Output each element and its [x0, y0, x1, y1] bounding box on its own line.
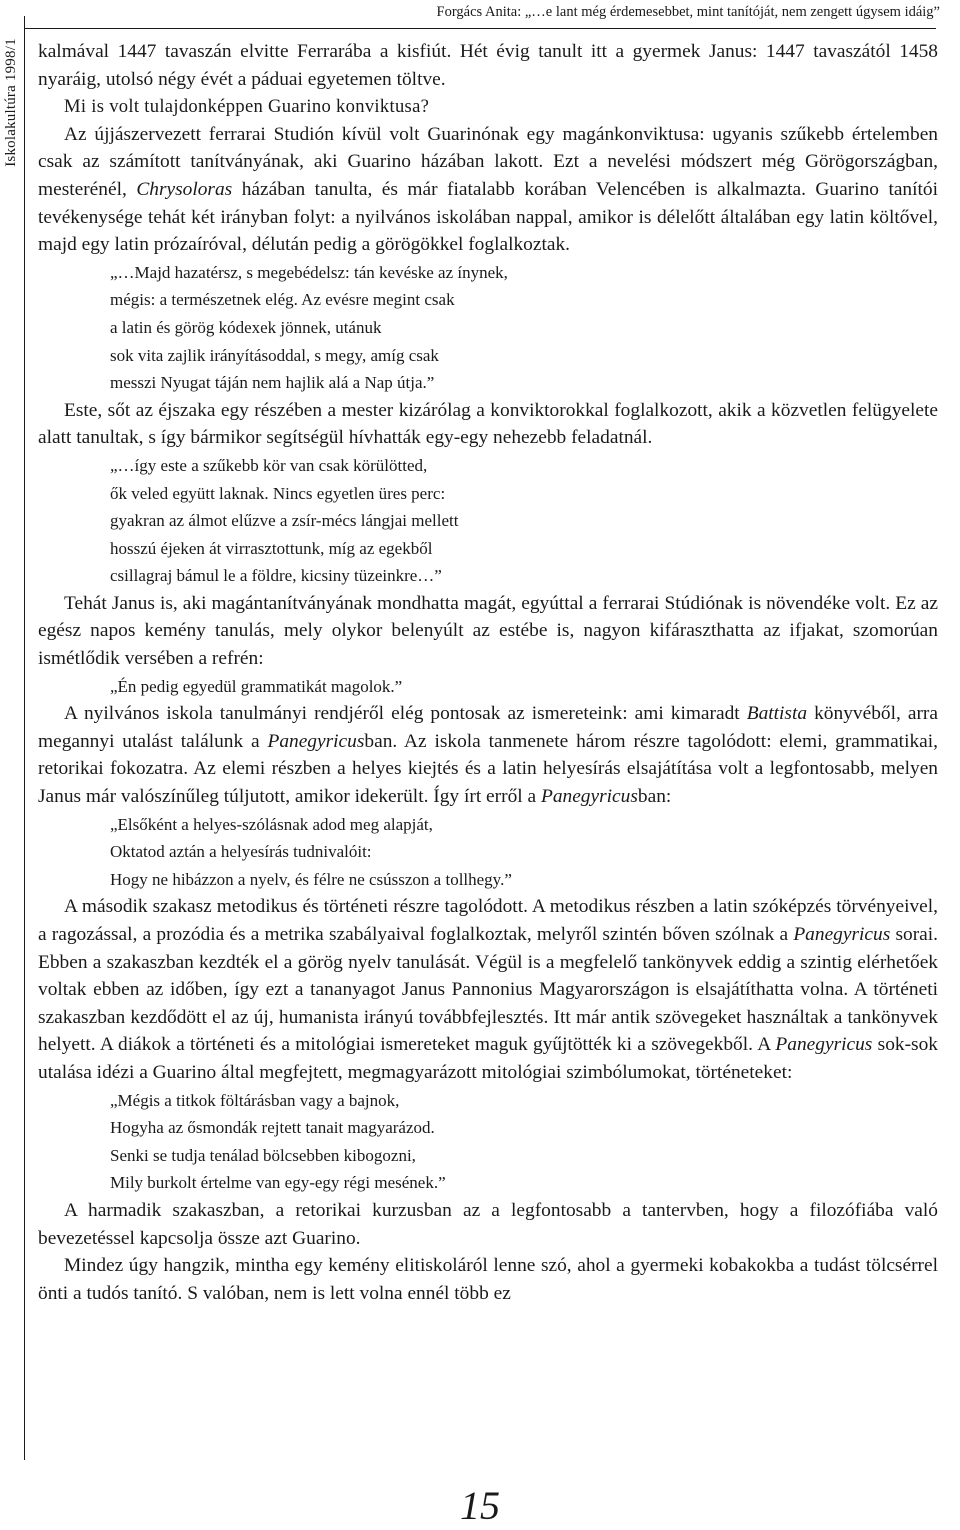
- verse-line: mégis: a természetnek elég. Az evésre megint csak: [110, 290, 455, 310]
- running-header: Forgács Anita: „…e lant még érdemesebbet, mint tanítóját, nem zengett úgysem idáig”: [436, 4, 940, 20]
- verse-quote: [38, 1087, 938, 1197]
- verse-line: „…így este a szűkebb kör van csak körülötted,: [110, 455, 428, 475]
- verse-line: „Elsőként a helyes-szólásnak adod meg alapját,: [110, 814, 433, 834]
- paragraph: Tehát Janus is, aki magántanítványának mondhatta magát, egyúttal a ferrarai Stúdiónak is növendéke volt. Ez az egész napos kemény tanulás, mely olykor belenyúlt az estébe is, nagyon kifáraszthatta az ifjakat, szomorúan ismétlődik versében a refrén:: [38, 592, 938, 670]
- paragraph: kalmával 1447 tavaszán elvitte Ferrarába a kisfiút. Hét évig tanult itt a gyermek Janus: 1447 tavaszától 1458 nyaráig, utolsó négy évét a páduai egyetemen töltve.: [38, 41, 938, 90]
- verse-quote: [38, 452, 938, 590]
- verse-line: Hogy ne hibázzon a nyelv, és félre ne csússzon a tollhegy.”: [110, 869, 512, 889]
- paragraph: Este, sőt az éjszaka egy részében a mester kizárólag a konviktorokkal foglalkozott, akik a közvetlen felügyelete alatt tanultak, s így bármikor segítségül hívhatták egy-egy nehezebb feladatnál.: [38, 399, 938, 449]
- section-question: Mi is volt tulajdonképpen Guarino konviktusa?: [64, 96, 430, 118]
- journal-side-label: Iskolakultúra 1998/1: [2, 37, 19, 167]
- paragraph: A nyilvános iskola tanulmányi rendjéről elég pontosak az ismereteink: ami kimaradt Battista könyvéből, arra megannyi utalást találunk a Panegyricusban. Az iskola tanmenete három részre tagolódott: elemi, grammatikai, retorikai fokozatra. Az elemi részben a helyes kiejtés és a latin helyesírás elsajátítása volt a legfontosabb, melyen Janus már valószínűleg túljutott, amikor idekerült. Így írt erről a Panegyricusban:: [38, 703, 938, 808]
- verse-line: messzi Nyugat táján nem hajlik alá a Nap útja.”: [110, 373, 435, 393]
- verse-line: „Én pedig egyedül grammatikát magolok.”: [110, 676, 403, 696]
- verse-quote: [38, 811, 938, 894]
- verse-line: Senki se tudja tenálad bölcsebben kibogozni,: [110, 1145, 416, 1165]
- verse-line: sok vita zajlik irányításoddal, s megy, amíg csak: [110, 345, 439, 365]
- page-number: 15: [460, 1483, 500, 1528]
- margin-rule: [24, 16, 25, 1460]
- header-rule: [24, 28, 936, 29]
- verse-quote: [38, 259, 938, 397]
- paragraph: A harmadik szakaszban, a retorikai kurzusban az a legfontosabb a tantervben, hogy a filozófiába való bevezetéssel kapcsolja össze azt Guarino.: [38, 1199, 938, 1249]
- verse-line: Mily burkolt értelme van egy-egy régi mesének.”: [110, 1173, 446, 1193]
- verse-line: a latin és görög kódexek jönnek, utánuk: [110, 317, 382, 337]
- paragraph: Mindez úgy hangzik, mintha egy kemény elitiskoláról lenne szó, ahol a gyermeki kobakokba a tudást tölcsérrel önti a tudós tanító. S valóban, nem is lett volna ennél több ez: [38, 1255, 938, 1304]
- paragraph: A második szakasz metodikus és történeti részre tagolódott. A metodikus részben a latin szóképzés törvényeivel, a ragozással, a prozódia és a metrika szabályaival foglalkoztak, melyről szintén bőven szólnak a Panegyricus sorai. Ebben a szakaszban kezdték el a görög nyelv tanulását. Végül is a megfelelő tankönyvek eddig a szintig elérhetőek voltak ebben az időben, így ezt a tananyagot Janus Pannonius Magyarországon is elsajátíthatta volna. A történeti szakaszban kezdődött el az új, humanista irányú továbbfejlesztés. Itt már antik szövegeket használtak a tankönyvek helyett. A diákok a történeti és a mitológiai ismereteket maguk gyűjtötték ki a szövegekből. A Panegyricus sok-sok utalása idézi a Guarino által megfejtett, megmagyarázott mitológiai szimbólumokat, történeteket:: [38, 896, 938, 1083]
- article-body: [38, 38, 938, 1307]
- paragraph: Az újjászervezett ferrarai Studión kívül volt Guarinónak egy magánkonviktusa: ugyanis szűkebb értelemben csak az számított tanítványának, aki Guarino házában lakott. Ezt a nevelési módszert még Görögországban, mesterénél, Chrysoloras házában tanulta, és már fiatalabb korában Velencében is alkalmazta. Guarino tanítói tevékenysége tehát két irányban folyt: a nyilvános iskolában nappal, amikor is délelőtt általában egy latin költővel, majd egy latin prózaíróval, délután pedig a görögökkel foglalkoztak.: [38, 123, 938, 256]
- verse-line: Oktatod aztán a helyesírás tudnivalóit:: [110, 842, 372, 862]
- verse-line: „…Majd hazatérsz, s megebédelsz: tán kevéske az ínynek,: [110, 262, 508, 282]
- verse-quote: [38, 673, 938, 701]
- verse-line: „Mégis a titkok föltárásban vagy a bajnok,: [110, 1090, 400, 1110]
- verse-line: Hogyha az ősmondák rejtett tanait magyarázod.: [110, 1118, 435, 1138]
- verse-line: gyakran az álmot elűzve a zsír-mécs lángjai mellett: [110, 511, 459, 531]
- verse-line: csillagraj bámul le a földre, kicsiny tüzeinkre…”: [110, 566, 442, 586]
- verse-line: hosszú éjeken át virrasztottunk, míg az egekből: [110, 538, 433, 558]
- verse-line: ők veled együtt laknak. Nincs egyetlen üres perc:: [110, 483, 446, 503]
